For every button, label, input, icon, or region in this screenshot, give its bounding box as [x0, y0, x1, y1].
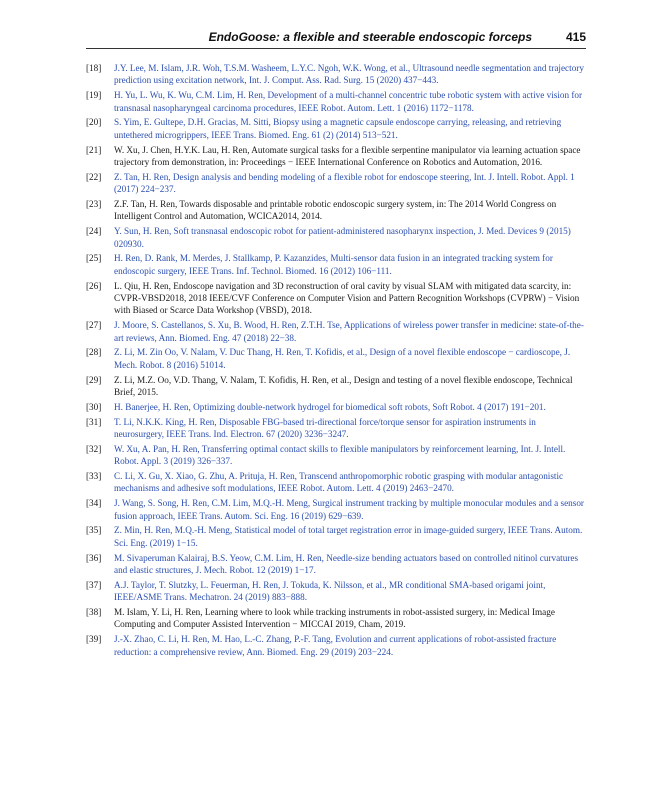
reference-link-text[interactable]: M. Sivaperuman Kalairaj, B.S. Yeow, C.M. Lim, H. Ren, Needle-size bending actuators based on controlled nitinol curvatures and elastic structures, J. Mech. Robot. 12 (2019) 1−17.	[114, 552, 579, 576]
reference-number: [19]	[86, 90, 102, 101]
reference-link-text[interactable]: Y. Sun, H. Ren, Soft transnasal endoscopic robot for patient-administered nasopharynx inspection, J. Med. Devices 9 (2015) 020930.	[114, 226, 571, 249]
reference-number: [36]	[86, 552, 102, 563]
reference-entry[interactable]	[86, 225, 586, 250]
reference-entry[interactable]	[86, 470, 586, 495]
reference-entry[interactable]	[86, 62, 586, 87]
reference-link-text[interactable]: A.J. Taylor, T. Slutzky, L. Feuerman, H. Ren, J. Tokuda, K. Nilsson, et al., MR conditional SMA-based origami joint, IEEE/ASME Trans. Mechatron. 24 (2019) 883−888.	[114, 579, 546, 603]
reference-entry[interactable]	[86, 346, 586, 371]
reference-number: [30]	[86, 401, 102, 412]
reference-text: L. Qiu, H. Ren, Endoscope navigation and 3D reconstruction of oral cavity by visual SLAM with mitigated data scarcity, in: CVPR-VBSD2018, 2018 IEEE/CVF Conference on Computer Vision and Pattern Recognition Workshops (CVPRW) − Vision with Biased or Scarce Data Workshop (VBSD), 2018.	[114, 280, 580, 316]
reference-link-text[interactable]: W. Xu, A. Pan, H. Ren, Transferring optimal contact skills to flexible manipulators by reinforcement learning, Int. J. Intell. Robot. Appl. 3 (2019) 326−337.	[114, 443, 566, 467]
reference-number: [22]	[86, 171, 102, 182]
reference-entry[interactable]	[86, 252, 586, 277]
reference-entry	[86, 144, 586, 169]
reference-entry[interactable]	[86, 443, 586, 468]
reference-entry[interactable]	[86, 416, 586, 441]
reference-link-text[interactable]: S. Yim, E. Gultepe, D.H. Gracias, M. Sitti, Biopsy using a magnetic capsule endoscope carrying, releasing, and retrieving untethered microgrippers, IEEE Trans. Biomed. Eng. 61 (2) (2014) 513−521.	[114, 117, 562, 140]
reference-entry[interactable]	[86, 401, 586, 413]
reference-link-text[interactable]: T. Li, N.K.K. King, H. Ren, Disposable FBG-based tri-directional force/torque sensor for aspiration instruments in neurosurgery, IEEE Trans. Ind. Electron. 67 (2020) 3236−3247.	[114, 416, 536, 440]
reference-number: [21]	[86, 144, 102, 155]
reference-text: W. Xu, J. Chen, H.Y.K. Lau, H. Ren, Automate surgical tasks for a flexible serpentine manipulator via learning actuation space trajectory from demonstration, in: Proceedings − IEEE International Conference on Robotics and Automation, 2016.	[114, 144, 581, 168]
reference-entry[interactable]	[86, 319, 586, 344]
reference-number: [38]	[86, 607, 102, 618]
reference-entry	[86, 606, 586, 631]
reference-entry[interactable]	[86, 497, 586, 522]
reference-entry[interactable]	[86, 552, 586, 577]
reference-link-text[interactable]: H. Banerjee, H. Ren, Optimizing double-network hydrogel for biomedical soft robots, Soft Robot. 4 (2017) 191−201.	[114, 401, 546, 412]
reference-number: [32]	[86, 443, 102, 454]
reference-link-text[interactable]: Z. Li, M. Zin Oo, V. Nalam, V. Duc Thang, H. Ren, T. Kofidis, et al., Design of a novel flexible endoscope − cardioscope, J. Mech. Robot. 8 (2016) 51014.	[114, 347, 571, 370]
reference-entry	[86, 280, 586, 317]
reference-number: [23]	[86, 199, 102, 210]
header-title: EndoGoose: a flexible and steerable endoscopic forceps	[208, 30, 532, 44]
reference-number: [34]	[86, 498, 102, 509]
reference-number: [28]	[86, 347, 102, 358]
reference-link-text[interactable]: H. Yu, L. Wu, K. Wu, C.M. Lim, H. Ren, Development of a multi-channel concentric tube robotic system with active vision for transnasal nasopharyngeal carcinoma procedures, IEEE Robot. Autom. Lett. 1 (2016) 1172−1178.	[114, 90, 583, 113]
reference-list	[86, 62, 586, 660]
reference-text: M. Islam, Y. Li, H. Ren, Learning where to look while tracking instruments in robot-assisted surgery, in: Medical Image Computing and Computer Assisted Intervention − MICCAI 2019, Cham, 2019.	[114, 607, 555, 630]
reference-entry[interactable]	[86, 524, 586, 549]
reference-entry[interactable]	[86, 633, 586, 658]
reference-number: [24]	[86, 226, 102, 237]
reference-entry	[86, 198, 586, 223]
reference-number: [29]	[86, 374, 102, 385]
reference-number: [18]	[86, 63, 102, 73]
reference-link-text[interactable]: J. Moore, S. Castellanos, S. Xu, B. Wood, H. Ren, Z.T.H. Tse, Applications of wireless power transfer in medicine: state-of-the-art reviews, Ann. Biomed. Eng. 47 (2018) 22−38.	[114, 320, 584, 343]
reference-link-text[interactable]: Z. Min, H. Ren, M.Q.-H. Meng, Statistical model of total target registration error in image-guided surgery, IEEE Trans. Autom. Sci. Eng. (2019) 1−15.	[114, 525, 583, 548]
reference-number: [35]	[86, 525, 102, 536]
reference-text: Z.F. Tan, H. Ren, Towards disposable and printable robotic endoscopic surgery system, in: The 2014 World Congress on Intelligent Control and Automation, WCICA2014, 2014.	[114, 199, 557, 222]
running-header	[86, 28, 586, 49]
reference-link-text[interactable]: J.-X. Zhao, C. Li, H. Ren, M. Hao, L.-C. Zhang, P.-F. Tang, Evolution and current applications of robot-assisted fracture reduction: a comprehensive review, Ann. Biomed. Eng. 29 (2019) 203−224.	[114, 634, 557, 657]
reference-number: [31]	[86, 416, 102, 427]
reference-entry[interactable]	[86, 89, 586, 114]
reference-number: [37]	[86, 579, 102, 590]
reference-entry[interactable]	[86, 116, 586, 141]
reference-link-text[interactable]: Z. Tan, H. Ren, Design analysis and bending modeling of a flexible robot for endoscope steering, Int. J. Intell. Robot. Appl. 1 (2017) 224−237.	[114, 171, 575, 195]
reference-number: [33]	[86, 471, 102, 482]
reference-entry[interactable]	[86, 171, 586, 196]
reference-link-text[interactable]: C. Li, X. Gu, X. Xiao, G. Zhu, A. Prituja, H. Ren, Transcend anthropomorphic robotic grasping with modular antagonistic mechanisms and adhesive soft modulations, IEEE Robot. Autom. Lett. 4 (2019) 2463−2470.	[114, 471, 564, 494]
reference-number: [39]	[86, 634, 102, 645]
reference-text: Z. Li, M.Z. Oo, V.D. Thang, V. Nalam, T. Kofidis, H. Ren, et al., Design and testing of a novel flexible endoscope, Technical Brief, 2015.	[114, 374, 573, 398]
page-number: 415	[565, 30, 586, 44]
reference-number: [27]	[86, 320, 102, 331]
reference-number: [26]	[86, 280, 102, 291]
reference-number: [25]	[86, 253, 102, 264]
reference-link-text[interactable]: J.Y. Lee, M. Islam, J.R. Woh, T.S.M. Washeem, L.Y.C. Ngoh, W.K. Wong, et al., Ultrasound needle segmentation and trajectory prediction using excitation network, Int. J. Comput. Ass. Rad. Surg. 15 (2020) 437−443.	[114, 63, 584, 86]
reference-number: [20]	[86, 117, 102, 128]
reference-entry	[86, 374, 586, 399]
reference-link-text[interactable]: H. Ren, D. Rank, M. Merdes, J. Stallkamp, P. Kazanzides, Multi-sensor data fusion in an integrated tracking system for endoscopic surgery, IEEE Trans. Inf. Technol. Biomed. 16 (2012) 106−111.	[114, 253, 553, 276]
reference-link-text[interactable]: J. Wang, S. Song, H. Ren, C.M. Lim, M.Q.-H. Meng, Surgical instrument tracking by multiple monocular modules and a sensor fusion approach, IEEE Trans. Autom. Sci. Eng. 16 (2019) 629−639.	[114, 498, 584, 521]
reference-entry[interactable]	[86, 579, 586, 604]
